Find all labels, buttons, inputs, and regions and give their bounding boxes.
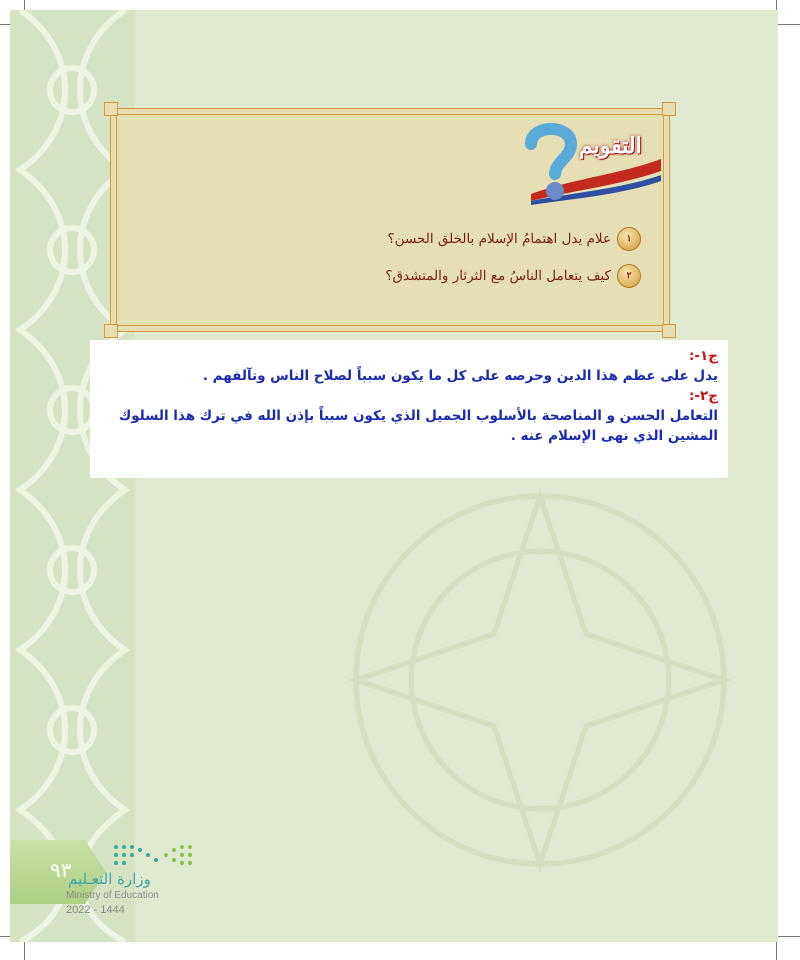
- question-item: [385, 264, 641, 288]
- crop-mark: [24, 0, 25, 10]
- page-number: ٩٣: [50, 858, 72, 882]
- answer-box: [90, 340, 728, 478]
- question-number-icon: ١: [617, 227, 641, 251]
- question-text: كيف يتعامل الناسُ مع الثرثار والمتشدق؟: [385, 268, 611, 284]
- evaluation-title: التقويم: [579, 133, 642, 159]
- faint-background-emblem: [310, 450, 770, 910]
- ministry-name-english: Ministry of Education: [66, 890, 159, 901]
- frame-corner: [104, 324, 118, 338]
- question-text: علام يدل اهتمامُ الإسلام بالخلق الحسن؟: [387, 231, 611, 247]
- answer-label: ج٢-:: [689, 388, 718, 404]
- crop-mark: [24, 942, 25, 960]
- evaluation-box: [110, 108, 670, 332]
- year-label: 2022 - 1444: [66, 904, 125, 916]
- answer-text: التعامل الحسن و المناصحة بالأسلوب الجميل الذي يكون سبباً بإذن الله في ترك هذا السلوك المشين الذي نهى الإسلام عنه .: [118, 408, 718, 444]
- answer-label: ج١-:: [689, 348, 718, 364]
- crop-mark: [778, 24, 800, 25]
- crop-mark: [0, 936, 10, 937]
- frame-corner: [104, 102, 118, 116]
- ministry-name-arabic: وزارة التعـليم: [68, 870, 151, 888]
- crop-mark: [778, 936, 800, 937]
- crop-mark: [776, 942, 777, 960]
- question-number-icon: ٢: [617, 264, 641, 288]
- frame-corner: [662, 102, 676, 116]
- ministry-logo-icon: [110, 842, 200, 868]
- question-item: [388, 227, 641, 251]
- frame-corner: [662, 324, 676, 338]
- crop-mark: [0, 24, 10, 25]
- answer-text: يدل على عظم هذا الدين وحرصه على كل ما يكون سبباً لصلاح الناس وتآلفهم .: [202, 368, 718, 384]
- textbook-page: [10, 10, 778, 942]
- crop-mark: [776, 0, 777, 10]
